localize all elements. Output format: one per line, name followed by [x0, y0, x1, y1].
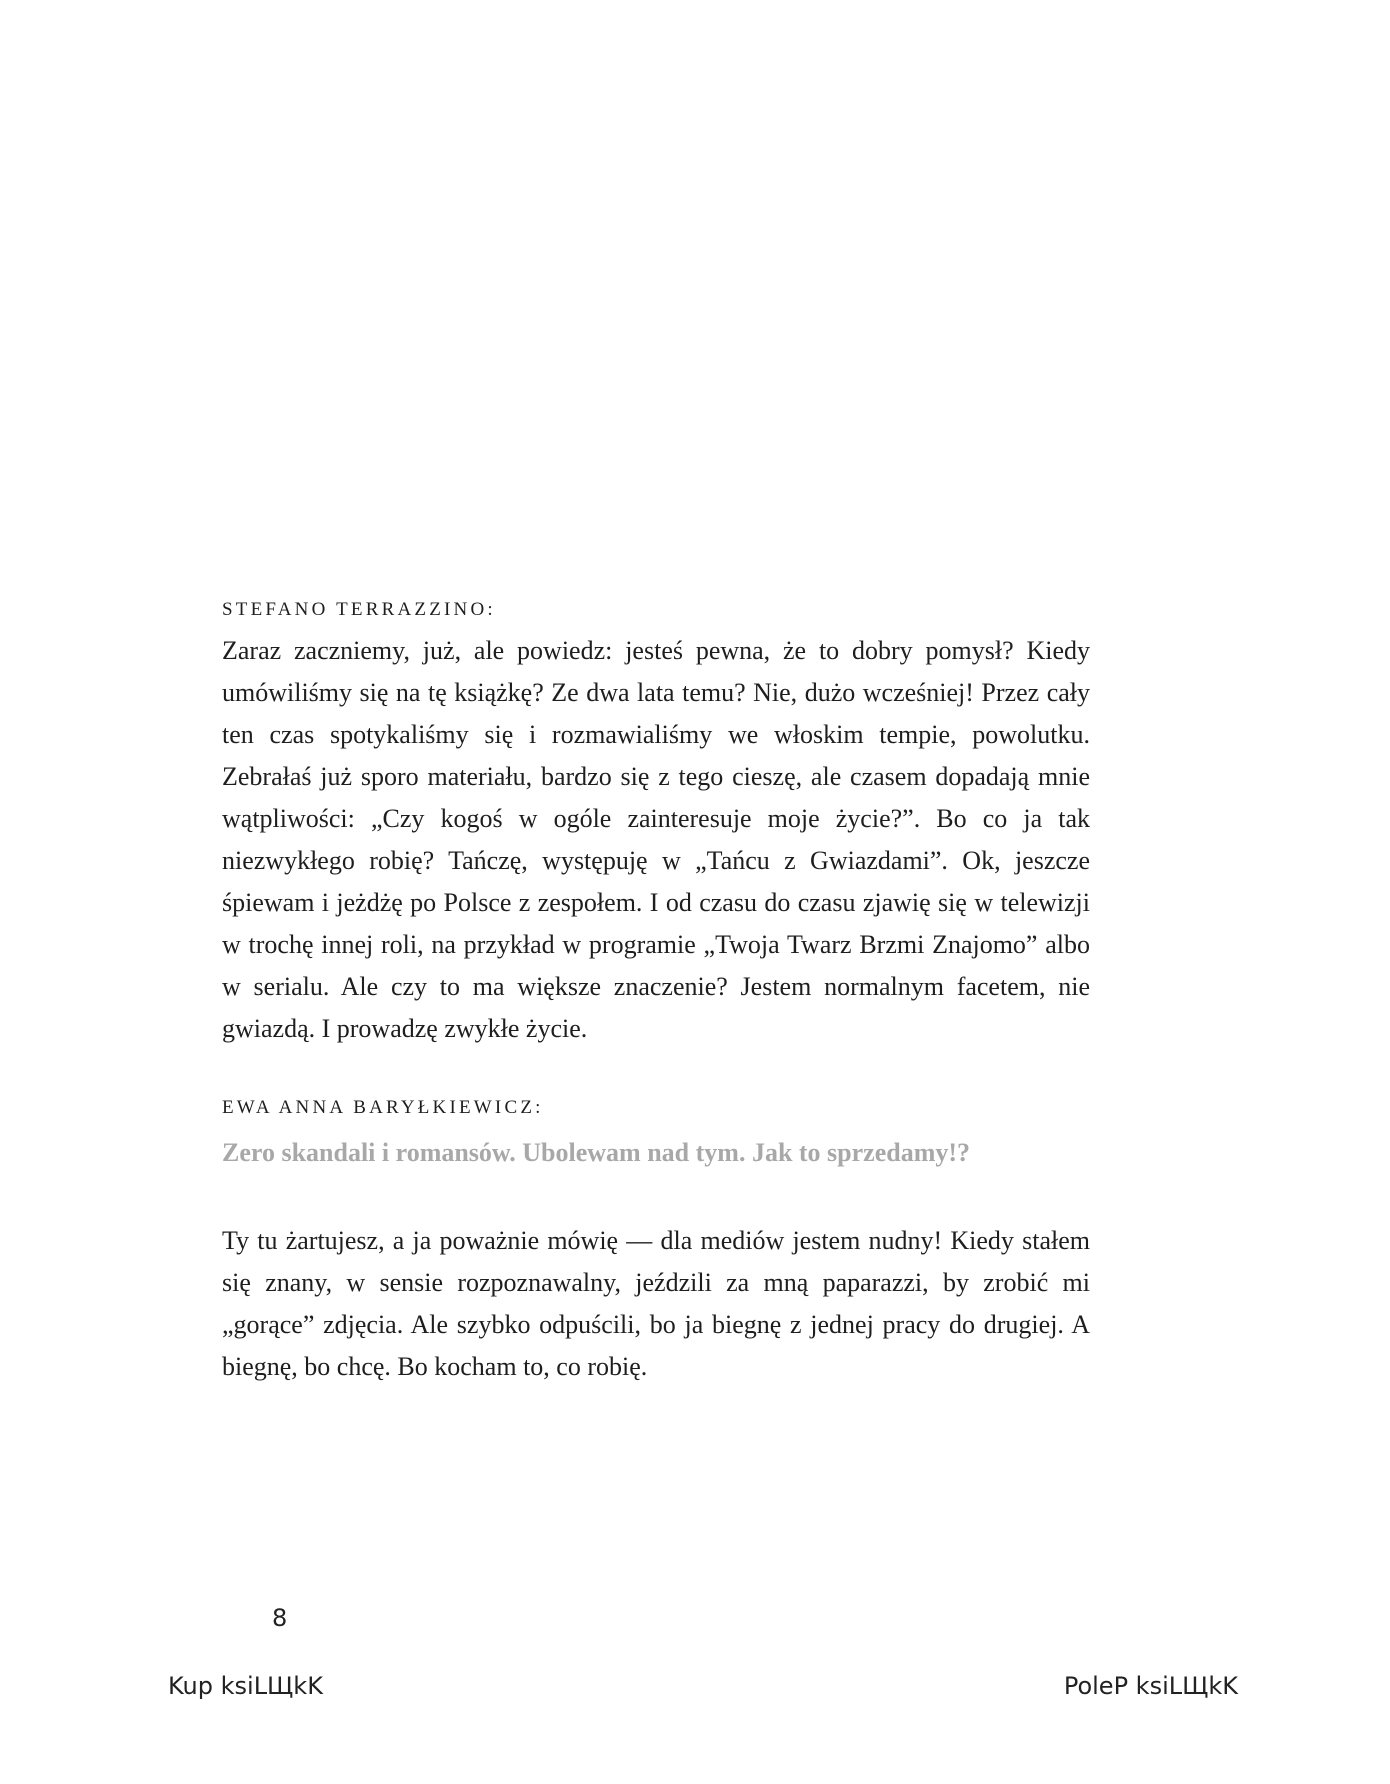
speaker-name: EWA ANNA BARYŁKIEWICZ:	[222, 1097, 544, 1118]
recommend-book-link[interactable]: PoleP ksiLЩkK	[1063, 1672, 1238, 1700]
buy-book-link[interactable]: Kup ksiLЩkK	[168, 1672, 323, 1700]
speaker-name: STEFANO TERRAZZINO:	[222, 599, 496, 620]
body-paragraph: Ty tu żartujesz, a ja poważnie mówię — dla mediów jestem nudny! Kiedy stałem się znany, w sensie rozpoznawalny, jeździli za mną paparazzi, by zrobić mi „gorące” zdjęcia. Ale szybko odpuścili, bo ja biegnę z jednej pracy do drugiej. A biegnę, bo chcę. Bo kocham to, co robię.	[222, 1226, 1090, 1381]
page-content	[222, 596, 1090, 1388]
interviewer-question: Zero skandali i romansów. Ubolewam nad tym. Jak to sprzedamy!?	[222, 1138, 971, 1167]
page-number: 8	[272, 1604, 288, 1632]
body-paragraph: Zaraz zaczniemy, już, ale powiedz: jesteś pewna, że to dobry pomysł? Kiedy umówiliśmy się na tę książkę? Ze dwa lata temu? Nie, dużo wcześniej! Przez cały ten czas spotykaliśmy się i rozmawialiśmy we włoskim tempie, powolutku. Zebrałaś już sporo materiału, bardzo się z tego cieszę, ale czasem dopadają mnie wątpliwości: „Czy kogoś w ogóle zainteresuje moje życie?”. Bo co ja tak niezwykłego robię? Tańczę, występuję w „Tańcu z Gwiazdami”. Ok, jeszcze śpiewam i jeżdżę po Polsce z zespołem. I od czasu do czasu zjawię się w telewizji w trochę innej roli, na przykład w programie „Twoja Twarz Brzmi Znajomo” albo w serialu. Ale czy to ma większe znaczenie? Jestem normalnym facetem, nie gwiazdą. I prowadzę zwykłe życie.	[222, 636, 1090, 1043]
